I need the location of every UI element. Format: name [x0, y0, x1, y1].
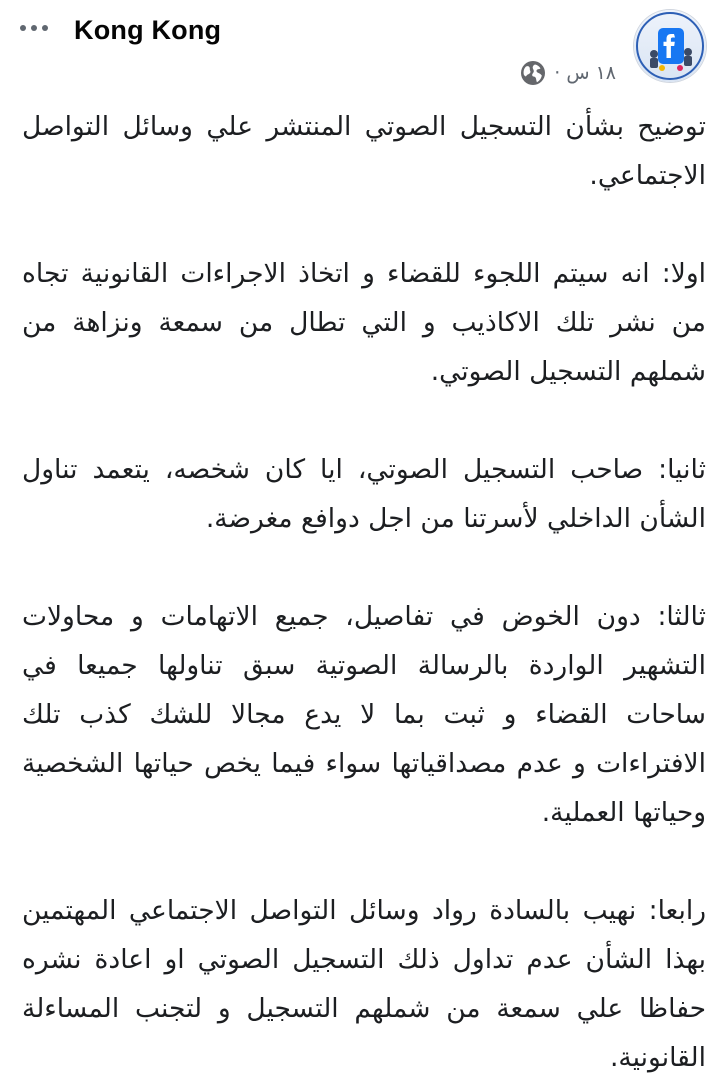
- post-header: [0, 0, 720, 96]
- post-timestamp[interactable]: ١٨ س ·: [554, 62, 616, 84]
- post-paragraph-4: ثالثا: دون الخوض في تفاصيل، جميع الاتهامات و محاولات التشهير الواردة بالرسالة الصوتية سبق تناولها جميعا في ساحات القضاء و ثبت بما لا يدع مجالا للشك كذب تلك الافتراءات و عدم مصداقياتها سواء فيما يخص حياتها الشخصية وحياتها العملية.: [22, 601, 706, 828]
- globe-icon[interactable]: [520, 60, 546, 86]
- post-body: [22, 102, 706, 1082]
- post-paragraph-5: رابعا: نهيب بالسادة رواد وسائل التواصل الاجتماعي المهتمين بهذا الشأن عدم تداول ذلك التسجيل الصوتي او اعادة نشره حفاظا علي سمعة من شملهم التسجيل و لتجنب المساءلة القانونية.: [22, 895, 706, 1073]
- post-paragraph-1: توضيح بشأن التسجيل الصوتي المنتشر علي وسائل التواصل الاجتماعي.: [22, 111, 706, 191]
- page-profile-picture: [634, 10, 706, 82]
- author-name[interactable]: Kong Kong: [74, 15, 222, 45]
- post-meta: [520, 58, 616, 88]
- post-paragraph-3: ثانيا: صاحب التسجيل الصوتي، ايا كان شخصه، يتعمد تناول الشأن الداخلي لأسرتنا من اجل دوافع مغرضة.: [22, 454, 706, 534]
- avatar[interactable]: [634, 10, 706, 82]
- post-paragraph-2: اولا: انه سيتم اللجوء للقضاء و اتخاذ الاجراءات القانونية تجاه من نشر تلك الاكاذيب و التي تطال من سمعة ونزاهة من شملهم التسجيل الصوتي.: [22, 258, 706, 387]
- more-options-icon: [20, 25, 26, 31]
- more-options-button[interactable]: [10, 14, 58, 42]
